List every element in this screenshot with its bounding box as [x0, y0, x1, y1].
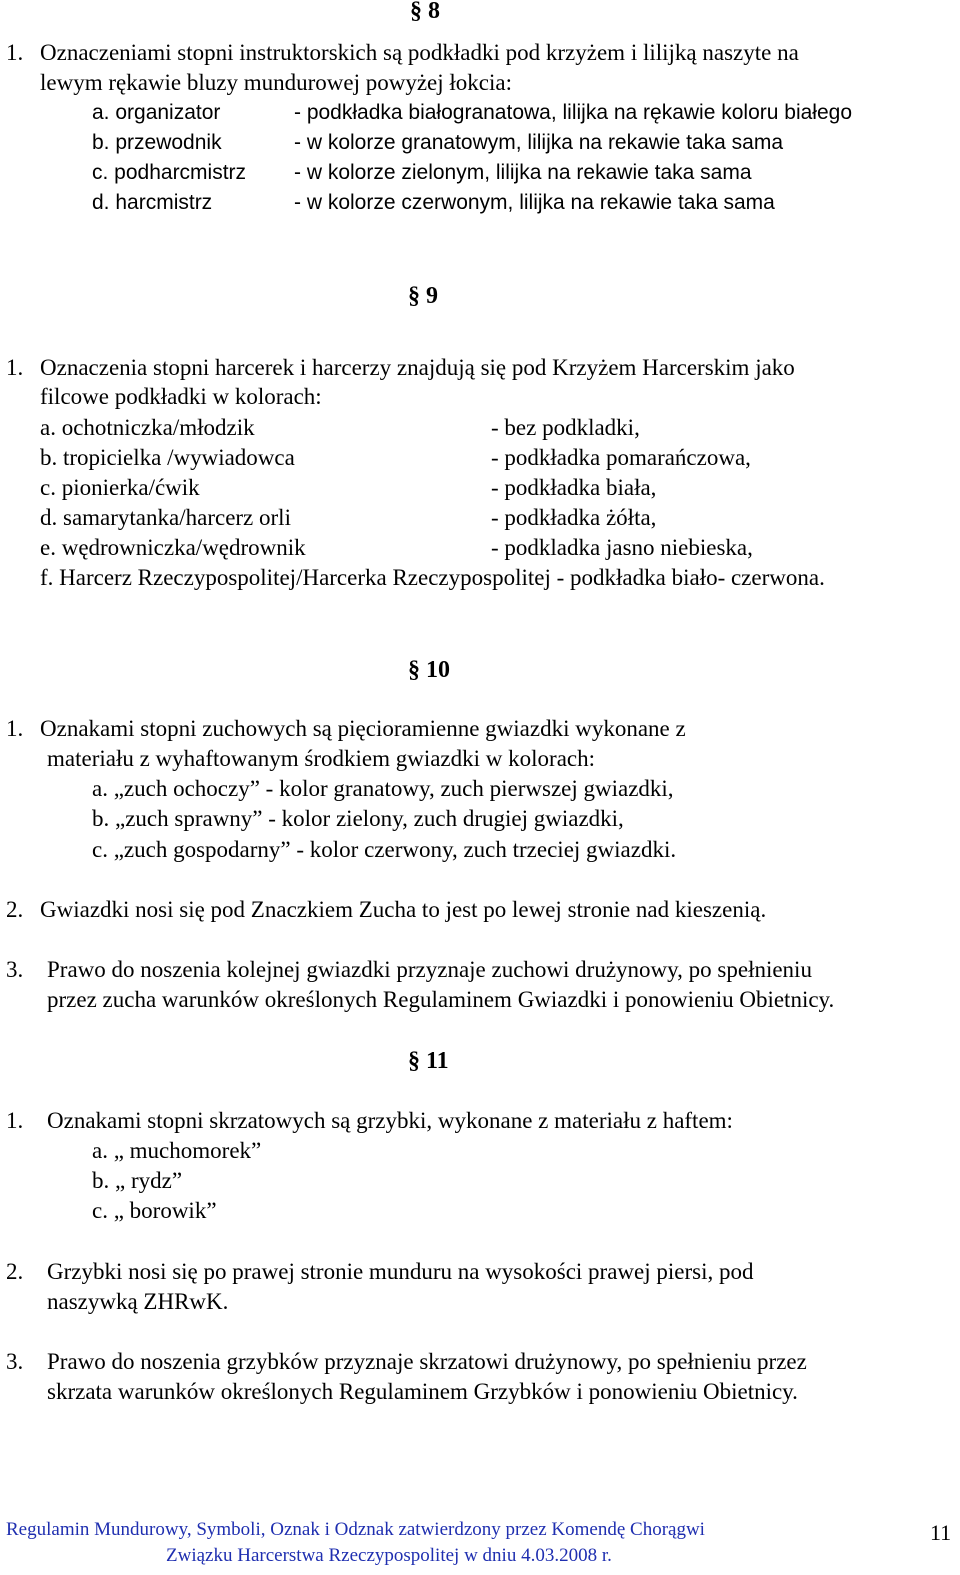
- rank-description: - bez podkladki,: [491, 415, 640, 440]
- rank-description: - podkładka pomarańczowa,: [491, 445, 751, 470]
- section-heading-11: § 11: [408, 1048, 449, 1074]
- rank-label: c. podharcmistrz: [92, 161, 247, 184]
- paragraph-line: materiału z wyhaftowanym środkiem gwiazdki w kolorach:: [47, 746, 596, 771]
- rank-item: b. „ rydz”: [92, 1168, 183, 1193]
- paragraph-line: Oznakami stopni zuchowych są pięcioramienne gwiazdki wykonane z: [40, 716, 686, 741]
- item-number: 3.: [6, 1349, 24, 1374]
- rank-item-f: f. Harcerz Rzeczypospolitej/Harcerka Rzeczypospolitej - podkładka biało- czerwona.: [40, 565, 825, 590]
- section-heading-10: § 10: [408, 657, 450, 683]
- paragraph-line: lewym rękawie bluzy mundurowej powyżej łokcia:: [40, 70, 512, 95]
- page-number: 11: [930, 1520, 952, 1545]
- rank-description: - podkładka biała,: [491, 475, 657, 500]
- rank-item: c. „zuch gospodarny” - kolor czerwony, zuch trzeciej gwiazdki.: [92, 837, 677, 862]
- paragraph-line: Prawo do noszenia grzybków przyznaje skrzatowi drużynowy, po spełnieniu przez: [47, 1349, 807, 1374]
- paragraph-line: Gwiazdki nosi się pod Znaczkiem Zucha to jest po lewej stronie nad kieszenią.: [40, 897, 767, 922]
- footer-line: Związku Harcerstwa Rzeczypospolitej w dniu 4.03.2008 r.: [166, 1545, 612, 1566]
- rank-item: b. „zuch sprawny” - kolor zielony, zuch drugiej gwiazdki,: [92, 806, 624, 831]
- item-number: 2.: [6, 897, 24, 922]
- rank-description: - podkladka jasno niebieska,: [491, 535, 753, 560]
- item-number: 1.: [6, 355, 24, 380]
- rank-description: - podkładka białogranatowa, lilijka na rękawie koloru białego: [294, 101, 852, 124]
- paragraph-line: Oznakami stopni skrzatowych są grzybki, wykonane z materiału z haftem:: [47, 1108, 733, 1133]
- rank-description: - podkładka żółta,: [491, 505, 657, 530]
- paragraph-line: skrzata warunków określonych Regulaminem Grzybków i ponowieniu Obietnicy.: [47, 1379, 798, 1404]
- paragraph-line: Oznaczenia stopni harcerek i harcerzy znajdują się pod Krzyżem Harcerskim jako: [40, 355, 795, 380]
- section-heading-8: § 8: [410, 0, 440, 24]
- paragraph-line: naszywką ZHRwK.: [47, 1289, 229, 1314]
- footer-line: Regulamin Mundurowy, Symboli, Oznak i Odznak zatwierdzony przez Komendę Chorągwi: [6, 1519, 705, 1540]
- paragraph-line: filcowe podkładki w kolorach:: [40, 384, 322, 409]
- paragraph-line: Grzybki nosi się po prawej stronie munduru na wysokości prawej piersi, pod: [47, 1259, 754, 1284]
- rank-label: a. organizator: [92, 101, 221, 124]
- item-number: 1.: [6, 40, 24, 65]
- rank-label: c. pionierka/ćwik: [40, 475, 200, 500]
- item-number: 3.: [6, 957, 24, 982]
- section-heading-9: § 9: [408, 283, 438, 309]
- rank-description: - w kolorze czerwonym, lilijka na rekawie taka sama: [294, 191, 775, 214]
- paragraph-line: Prawo do noszenia kolejnej gwiazdki przyznaje zuchowi drużynowy, po spełnieniu: [47, 957, 812, 982]
- rank-item: a. „ muchomorek”: [92, 1138, 262, 1163]
- rank-item: c. „ borowik”: [92, 1198, 217, 1223]
- item-number: 1.: [6, 1108, 24, 1133]
- rank-label: b. przewodnik: [92, 131, 222, 154]
- item-number: 1.: [6, 716, 24, 741]
- rank-item: a. „zuch ochoczy” - kolor granatowy, zuch pierwszej gwiazdki,: [92, 776, 674, 801]
- rank-description: - w kolorze zielonym, lilijka na rekawie taka sama: [294, 161, 752, 184]
- rank-label: a. ochotniczka/młodzik: [40, 415, 255, 440]
- rank-description: - w kolorze granatowym, lilijka na rekawie taka sama: [294, 131, 784, 154]
- paragraph-line: Oznaczeniami stopni instruktorskich są podkładki pod krzyżem i lilijką naszyte na: [40, 40, 799, 65]
- rank-label: d. harcmistrz: [92, 191, 213, 214]
- rank-label: d. samarytanka/harcerz orli: [40, 505, 291, 530]
- paragraph-line: przez zucha warunków określonych Regulaminem Gwiazdki i ponowieniu Obietnicy.: [47, 987, 835, 1012]
- rank-label: e. wędrowniczka/wędrownik: [40, 535, 306, 560]
- rank-label: b. tropicielka /wywiadowca: [40, 445, 295, 470]
- item-number: 2.: [6, 1259, 24, 1284]
